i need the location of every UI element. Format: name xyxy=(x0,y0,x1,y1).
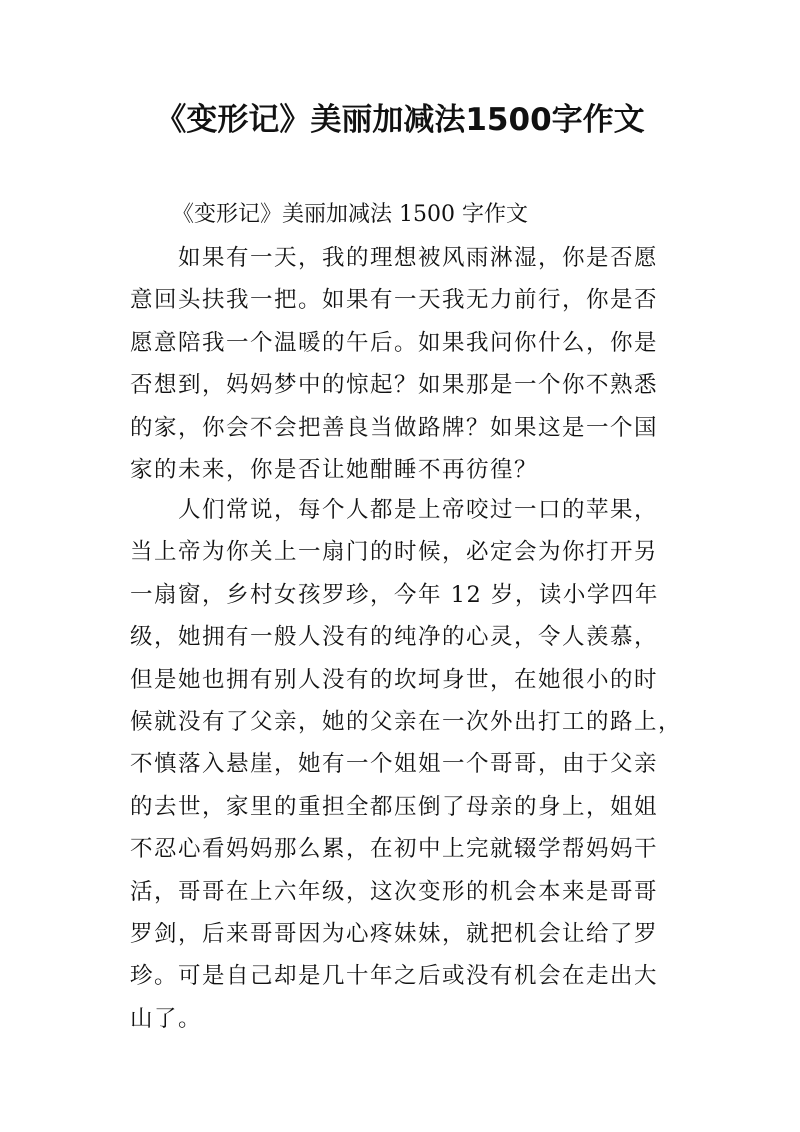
paragraph-1 xyxy=(130,237,690,491)
paragraph-line: 罗剑，后来哥哥因为心疼妹妹，就把机会让给了罗 xyxy=(130,920,659,947)
paragraph-line: 不忍心看妈妈那么累，在初中上完就辍学帮妈妈干 xyxy=(130,836,659,863)
paragraph-line: 候就没有了父亲，她的父亲在一次外出打工的路上， xyxy=(130,708,683,735)
paragraph-line: 活，哥哥在上六年级，这次变形的机会本来是哥哥 xyxy=(130,878,659,905)
paragraph-line: 愿意陪我一个温暖的午后。如果我问你什么，你是 xyxy=(130,329,659,356)
paragraph-line: 家的未来，你是否让她酣睡不再彷徨？ xyxy=(130,456,539,483)
paragraph-line: 山了。 xyxy=(130,1005,203,1032)
paragraph-line: 不慎落入悬崖，她有一个姐姐一个哥哥，由于父亲 xyxy=(130,751,659,778)
paragraph-line: 的去世，家里的重担全都压倒了母亲的身上，姐姐 xyxy=(130,793,659,820)
document-subtitle: 《变形记》美丽加减法 1500 字作文 xyxy=(172,202,528,227)
paragraph-line: 级，她拥有一般人没有的纯净的心灵，令人羡慕， xyxy=(130,624,659,651)
paragraph-line: 人们常说，每个人都是上帝咬过一口的苹果， xyxy=(130,497,659,523)
paragraph-line: 但是她也拥有别人没有的坎坷身世，在她很小的时 xyxy=(130,666,659,693)
paragraph-line: 一扇窗，乡村女孩罗珍，今年 12 岁，读小学四年 xyxy=(130,581,659,608)
paragraph-line: 否想到，妈妈梦中的惊起？如果那是一个你不熟悉 xyxy=(130,372,659,399)
paragraph-line: 意回头扶我一把。如果有一天我无力前行，你是否 xyxy=(130,287,659,314)
paragraph-2 xyxy=(130,489,690,1040)
paragraph-line: 如果有一天，我的理想被风雨淋湿，你是否愿 xyxy=(130,245,659,271)
paragraph-line: 当上帝为你关上一扇门的时候，必定会为你打开另 xyxy=(130,539,659,566)
paragraph-line: 的家，你会不会把善良当做路牌？如果这是一个国 xyxy=(130,414,659,441)
document-title: 《变形记》美丽加减法1500字作文 xyxy=(155,102,645,138)
paragraph-line: 珍。可是自己却是几十年之后或没有机会在走出大 xyxy=(130,963,659,990)
